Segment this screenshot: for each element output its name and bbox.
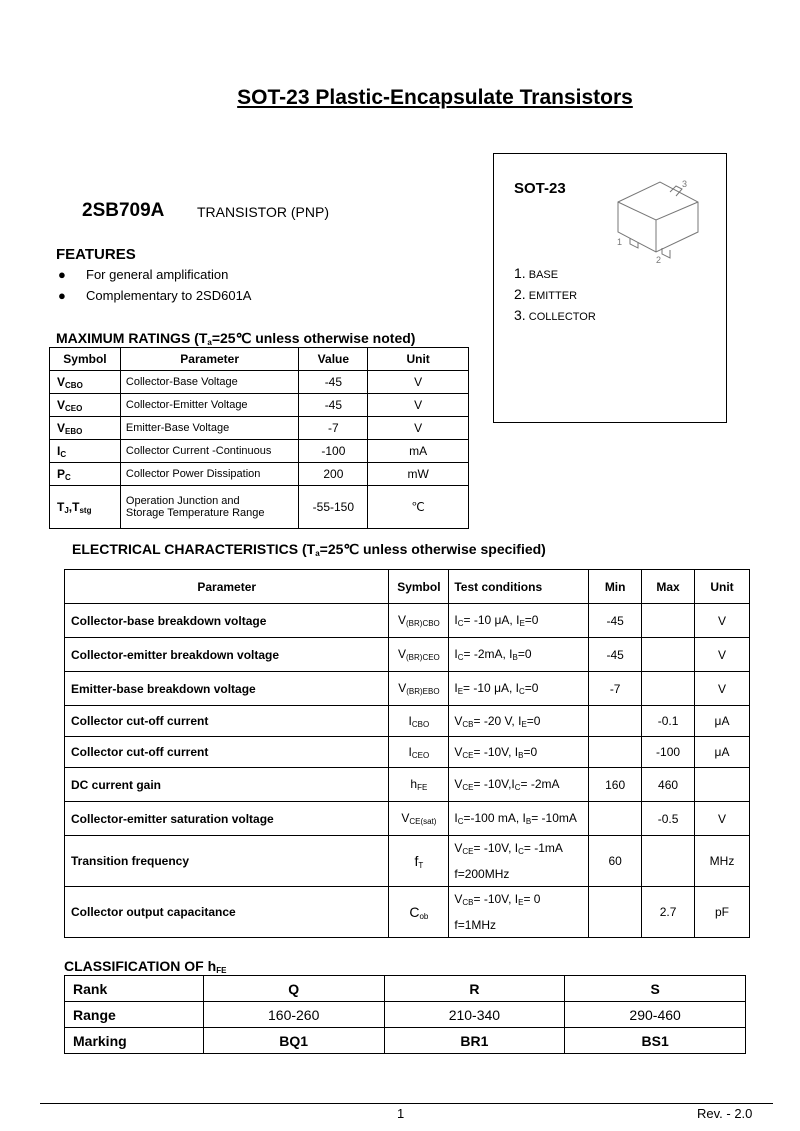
min-cell: -45 [589, 604, 642, 638]
condition-cell: $I_C=-100$ mA, $I_B= -10mA$ [449, 802, 589, 836]
symbol-cell: $V_{(BR)EBO}$ [389, 672, 449, 706]
condition-cell: $V_{CE}= -10V$, $I_B=0$ [449, 737, 589, 768]
max-ratings-heading: MAXIMUM RATINGS ($T_a=25℃$ unless otherwise noted) [56, 330, 416, 347]
page-number: 1 [397, 1106, 405, 1121]
parameter-cell: Collector-emitter saturation voltage [65, 802, 389, 836]
min-cell: -45 [589, 638, 642, 672]
pin-item: 3. COLLECTOR [514, 307, 596, 323]
min-cell [589, 887, 642, 938]
condition-cell: $I_C= -2mA$, $I_B=0$ [449, 638, 589, 672]
min-cell: 60 [589, 836, 642, 887]
parameter-cell: Emitter-Base Voltage [120, 417, 299, 440]
row-label-cell: Rank [65, 976, 204, 1002]
parameter-cell: Emitter-base breakdown voltage [65, 672, 389, 706]
condition-cell: $I_E= -10$ μA, $I_C=0$ [449, 672, 589, 706]
table-row [65, 1002, 746, 1028]
parameter-cell: Collector Power Dissipation [120, 463, 299, 486]
parameter-cell: Collector-base breakdown voltage [65, 604, 389, 638]
max-cell: 460 [642, 768, 695, 802]
unit-cell: ℃ [368, 486, 469, 529]
parameter-cell: Collector cut-off current [65, 737, 389, 768]
parameter-cell: Collector output capacitance [65, 887, 389, 938]
symbol-cell: $T_J,T_{stg}$ [50, 486, 121, 529]
value-cell: -55-150 [299, 486, 368, 529]
table-header-row: Parameter Symbol Test conditions Min Max Unit [65, 570, 750, 604]
parameter-cell: Collector cut-off current [65, 706, 389, 737]
unit-cell: V [368, 417, 469, 440]
symbol-cell: $V_{(BR)CBO}$ [389, 604, 449, 638]
min-cell: 160 [589, 768, 642, 802]
part-type: TRANSISTOR (PNP) [197, 204, 329, 220]
max-ratings-table [49, 347, 469, 529]
max-cell: 2.7 [642, 887, 695, 938]
symbol-cell: $h_{FE}$ [389, 768, 449, 802]
table-row [65, 802, 750, 836]
feature-item: ● For general amplification [58, 267, 229, 282]
part-number: 2SB709A [82, 200, 165, 221]
unit-cell: pF [695, 887, 750, 938]
parameter-cell: Collector Current -Continuous [120, 440, 299, 463]
symbol-cell: $V_{CBO}$ [50, 371, 121, 394]
condition-cell: $V_{CE}= -10V$, $I_C= -1mA$ f=200MHz [449, 836, 589, 887]
table-row [50, 440, 469, 463]
max-cell: -100 [642, 737, 695, 768]
pin-item: 1. BASE [514, 265, 559, 281]
value-cell: R [384, 976, 565, 1002]
unit-cell: mA [368, 440, 469, 463]
package-name: SOT-23 [514, 180, 566, 197]
table-row [50, 463, 469, 486]
unit-cell: mW [368, 463, 469, 486]
classification-table [64, 975, 746, 1054]
table-row [65, 887, 750, 938]
symbol-cell: $I_{CBO}$ [389, 706, 449, 737]
electrical-characteristics-table [64, 569, 750, 938]
table-row [65, 604, 750, 638]
table-row [65, 706, 750, 737]
max-cell [642, 604, 695, 638]
max-cell: -0.5 [642, 802, 695, 836]
value-cell: -45 [299, 394, 368, 417]
parameter-cell: Operation Junction and Storage Temperature Range [120, 486, 299, 529]
electrical-heading: ELECTRICAL CHARACTERISTICS ($T_a=25℃$ unless otherwise specified) [72, 541, 546, 558]
bullet-icon: ● [58, 288, 66, 303]
table-row [50, 417, 469, 440]
max-cell [642, 638, 695, 672]
unit-cell: V [695, 638, 750, 672]
value-cell: BS1 [565, 1028, 746, 1054]
unit-cell [695, 768, 750, 802]
unit-cell: MHz [695, 836, 750, 887]
table-row [65, 1028, 746, 1054]
condition-cell: $V_{CB}= -10V$, $I_E= 0$ f=1MHz [449, 887, 589, 938]
pin-item: 2. EMITTER [514, 286, 578, 302]
parameter-cell: Collector-emitter breakdown voltage [65, 638, 389, 672]
parameter-cell: Transition frequency [65, 836, 389, 887]
symbol-cell: $V_{(BR)CEO}$ [389, 638, 449, 672]
value-cell: BQ1 [203, 1028, 384, 1054]
revision-label: Rev. - 2.0 [697, 1106, 753, 1121]
sot23-package-drawing [600, 172, 710, 267]
table-row [50, 486, 469, 529]
features-heading: FEATURES [56, 246, 136, 263]
pin-label: 1 [617, 237, 623, 247]
symbol-cell: $P_C$ [50, 463, 121, 486]
table-row [50, 394, 469, 417]
classification-heading: CLASSIFICATION OF $h_{FE}$ [64, 958, 227, 975]
table-row [65, 976, 746, 1002]
symbol-cell: $f_T$ [389, 836, 449, 887]
unit-cell: V [695, 672, 750, 706]
parameter-cell: Collector-Base Voltage [120, 371, 299, 394]
min-cell [589, 737, 642, 768]
min-cell [589, 802, 642, 836]
table-row [65, 638, 750, 672]
value-cell: 290-460 [565, 1002, 746, 1028]
value-cell: -100 [299, 440, 368, 463]
unit-cell: V [695, 802, 750, 836]
min-cell: -7 [589, 672, 642, 706]
unit-cell: V [368, 394, 469, 417]
row-label-cell: Range [65, 1002, 204, 1028]
table-row [65, 836, 750, 887]
symbol-cell: $I_{CEO}$ [389, 737, 449, 768]
condition-cell: $I_C= -10$ μA, $I_E=0$ [449, 604, 589, 638]
unit-cell: μA [695, 737, 750, 768]
symbol-cell: $I_C$ [50, 440, 121, 463]
condition-cell: $V_{CE}= -10V,I_C= -2mA$ [449, 768, 589, 802]
pin-label: 2 [656, 255, 662, 265]
symbol-cell: $C_{ob}$ [389, 887, 449, 938]
min-cell [589, 706, 642, 737]
value-cell: Q [203, 976, 384, 1002]
table-row [65, 768, 750, 802]
table-row [65, 672, 750, 706]
value-cell: -45 [299, 371, 368, 394]
unit-cell: V [368, 371, 469, 394]
unit-cell: μA [695, 706, 750, 737]
value-cell: -7 [299, 417, 368, 440]
document-title: SOT-23 Plastic-Encapsulate Transistors [237, 86, 633, 109]
condition-cell: $V_{CB}= -20$ V, $I_E=0$ [449, 706, 589, 737]
parameter-cell: Collector-Emitter Voltage [120, 394, 299, 417]
feature-item: ● Complementary to 2SD601A [58, 288, 252, 303]
value-cell: S [565, 976, 746, 1002]
max-cell [642, 672, 695, 706]
max-cell [642, 836, 695, 887]
table-row [50, 371, 469, 394]
footer-divider [40, 1103, 773, 1104]
row-label-cell: Marking [65, 1028, 204, 1054]
parameter-cell: DC current gain [65, 768, 389, 802]
symbol-cell: $V_{EBO}$ [50, 417, 121, 440]
symbol-cell: $V_{CE(sat)}$ [389, 802, 449, 836]
unit-cell: V [695, 604, 750, 638]
symbol-cell: $V_{CEO}$ [50, 394, 121, 417]
value-cell: BR1 [384, 1028, 565, 1054]
value-cell: 160-260 [203, 1002, 384, 1028]
value-cell: 210-340 [384, 1002, 565, 1028]
max-cell: -0.1 [642, 706, 695, 737]
pin-label: 3 [682, 179, 688, 189]
table-row [65, 737, 750, 768]
value-cell: 200 [299, 463, 368, 486]
bullet-icon: ● [58, 267, 66, 282]
table-header-row: Symbol Parameter Value Unit [50, 348, 469, 371]
